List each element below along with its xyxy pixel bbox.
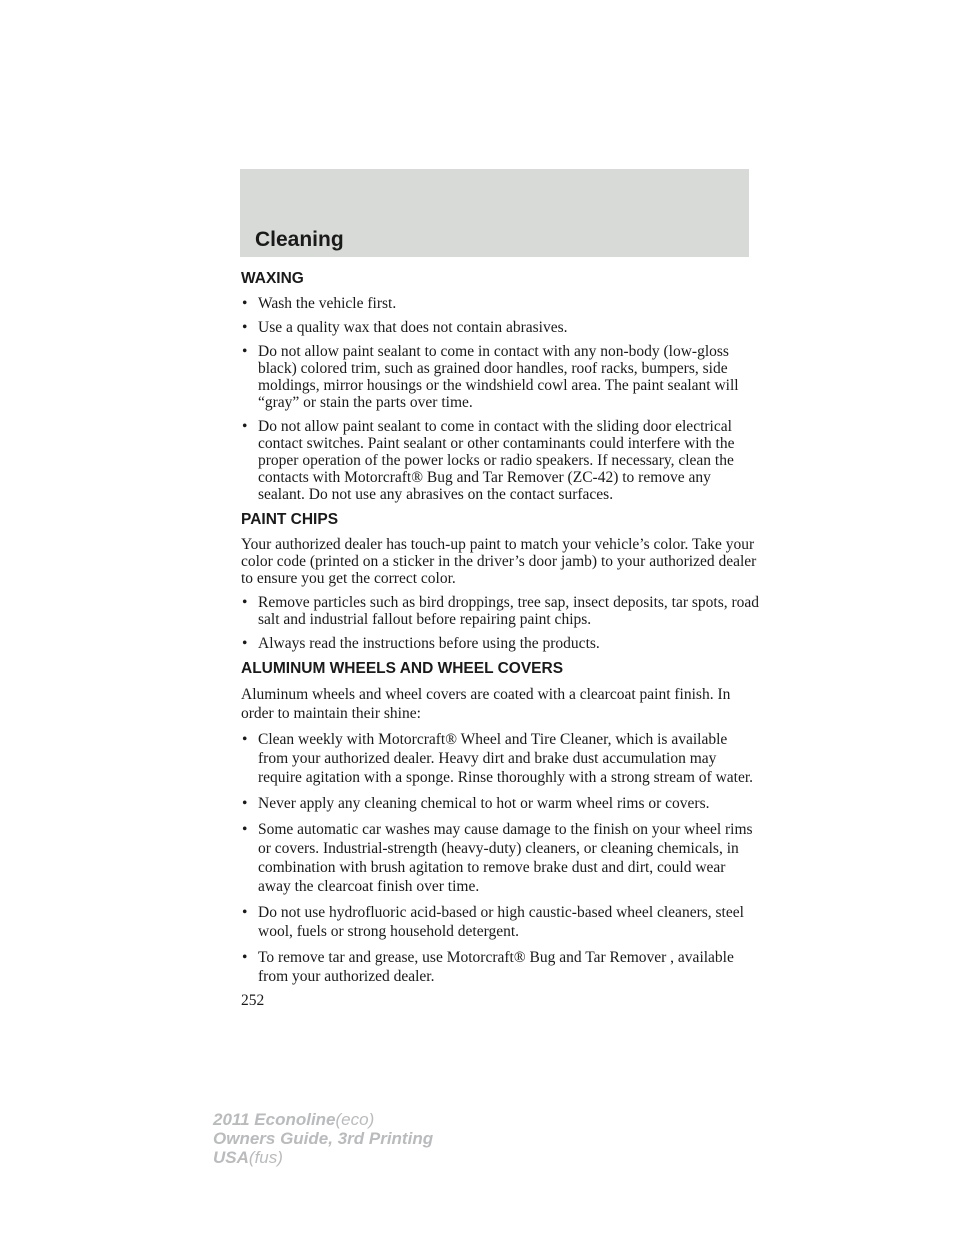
bullet-icon: • [242, 295, 248, 312]
list-item: • Some automatic car washes may cause damage to the finish on your wheel rims or covers. Industrial-strength (heavy-duty) cleaners, or cleaning chemicals, in combination with brush agitation to remove brake dust and dirt, could wear away the clearcoat finish over time. [242, 821, 753, 895]
list-item: • Always read the instructions before using the products. [242, 635, 600, 652]
aluminum-wheels-intro: Aluminum wheels and wheel covers are coated with a clearcoat paint finish. In order to maintain their shine: [241, 686, 731, 722]
bullet-icon: • [242, 594, 248, 611]
page-content [241, 270, 761, 1009]
heading-paint-chips: PAINT CHIPS [241, 511, 339, 528]
section-paint-chips [241, 511, 761, 652]
section-title: Cleaning [255, 228, 344, 251]
footer-region-code: (fus) [248, 1148, 283, 1167]
list-item: • To remove tar and grease, use Motorcraft® Bug and Tar Remover , available from your authorized dealer. [242, 949, 734, 985]
section-aluminum-wheels [241, 660, 761, 986]
footer-region-line [213, 1148, 433, 1167]
bullet-icon: • [242, 949, 248, 966]
footer-model-line [213, 1110, 433, 1129]
bullet-icon: • [242, 343, 248, 360]
list-item: • Never apply any cleaning chemical to hot or warm wheel rims or covers. [242, 795, 710, 812]
bullet-icon: • [242, 731, 248, 748]
list-item: • Remove particles such as bird droppings, tree sap, insect deposits, tar spots, road salt and industrial fallout before repairing paint chips. [242, 594, 760, 628]
bullet-list-aluminum-wheels [241, 730, 761, 986]
heading-waxing: WAXING [241, 270, 304, 287]
bullet-icon: • [242, 821, 248, 838]
list-item: • Do not use hydrofluoric acid-based or high caustic-based wheel cleaners, steel wool, fuels or strong household detergent. [242, 904, 744, 940]
document-footer [213, 1110, 433, 1167]
list-item: • Do not allow paint sealant to come in contact with the sliding door electrical contact switches. Paint sealant or other contaminants could interfere with the proper operation of the power locks or radio speakers. If necessary, clean the contacts with Motorcraft® Bug and Tar Remover (ZC-42) to remove any sealant. Do not use any abrasives on the contact surfaces. [242, 418, 735, 503]
list-item: • Do not allow paint sealant to come in contact with any non-body (low-gloss black) colored trim, such as grained door handles, roof racks, bumpers, side moldings, mirror housings or the windshield cowl area. The paint sealant will “gray” or stain the parts over time. [242, 343, 739, 411]
section-waxing [241, 270, 761, 503]
bullet-list-waxing [241, 295, 761, 503]
footer-model-code: (eco) [335, 1110, 375, 1129]
bullet-icon: • [242, 635, 248, 652]
footer-region: USA [213, 1148, 249, 1167]
bullet-icon: • [242, 795, 248, 812]
footer-model: 2011 Econoline [213, 1110, 336, 1129]
list-item: • Clean weekly with Motorcraft® Wheel and Tire Cleaner, which is available from your authorized dealer. Heavy dirt and brake dust accumulation may require agitation with a sponge. Rinse thoroughly with a strong stream of water. [242, 731, 754, 786]
list-item: • Wash the vehicle first. [242, 295, 397, 312]
bullet-list-paint-chips [241, 594, 761, 652]
bullet-icon: • [242, 904, 248, 921]
list-item: • Use a quality wax that does not contain abrasives. [242, 319, 568, 336]
bullet-icon: • [242, 319, 248, 336]
footer-guide: Owners Guide, 3rd Printing [213, 1129, 434, 1148]
heading-aluminum-wheels: ALUMINUM WHEELS AND WHEEL COVERS [241, 660, 564, 677]
paint-chips-intro: Your authorized dealer has touch-up paint to match your vehicle’s color. Take your color code (printed on a sticker in the driver’s door jamb) to your authorized dealer to ensure you get the correct color. [241, 536, 757, 587]
page-number: 252 [241, 992, 265, 1009]
bullet-icon: • [242, 418, 248, 435]
